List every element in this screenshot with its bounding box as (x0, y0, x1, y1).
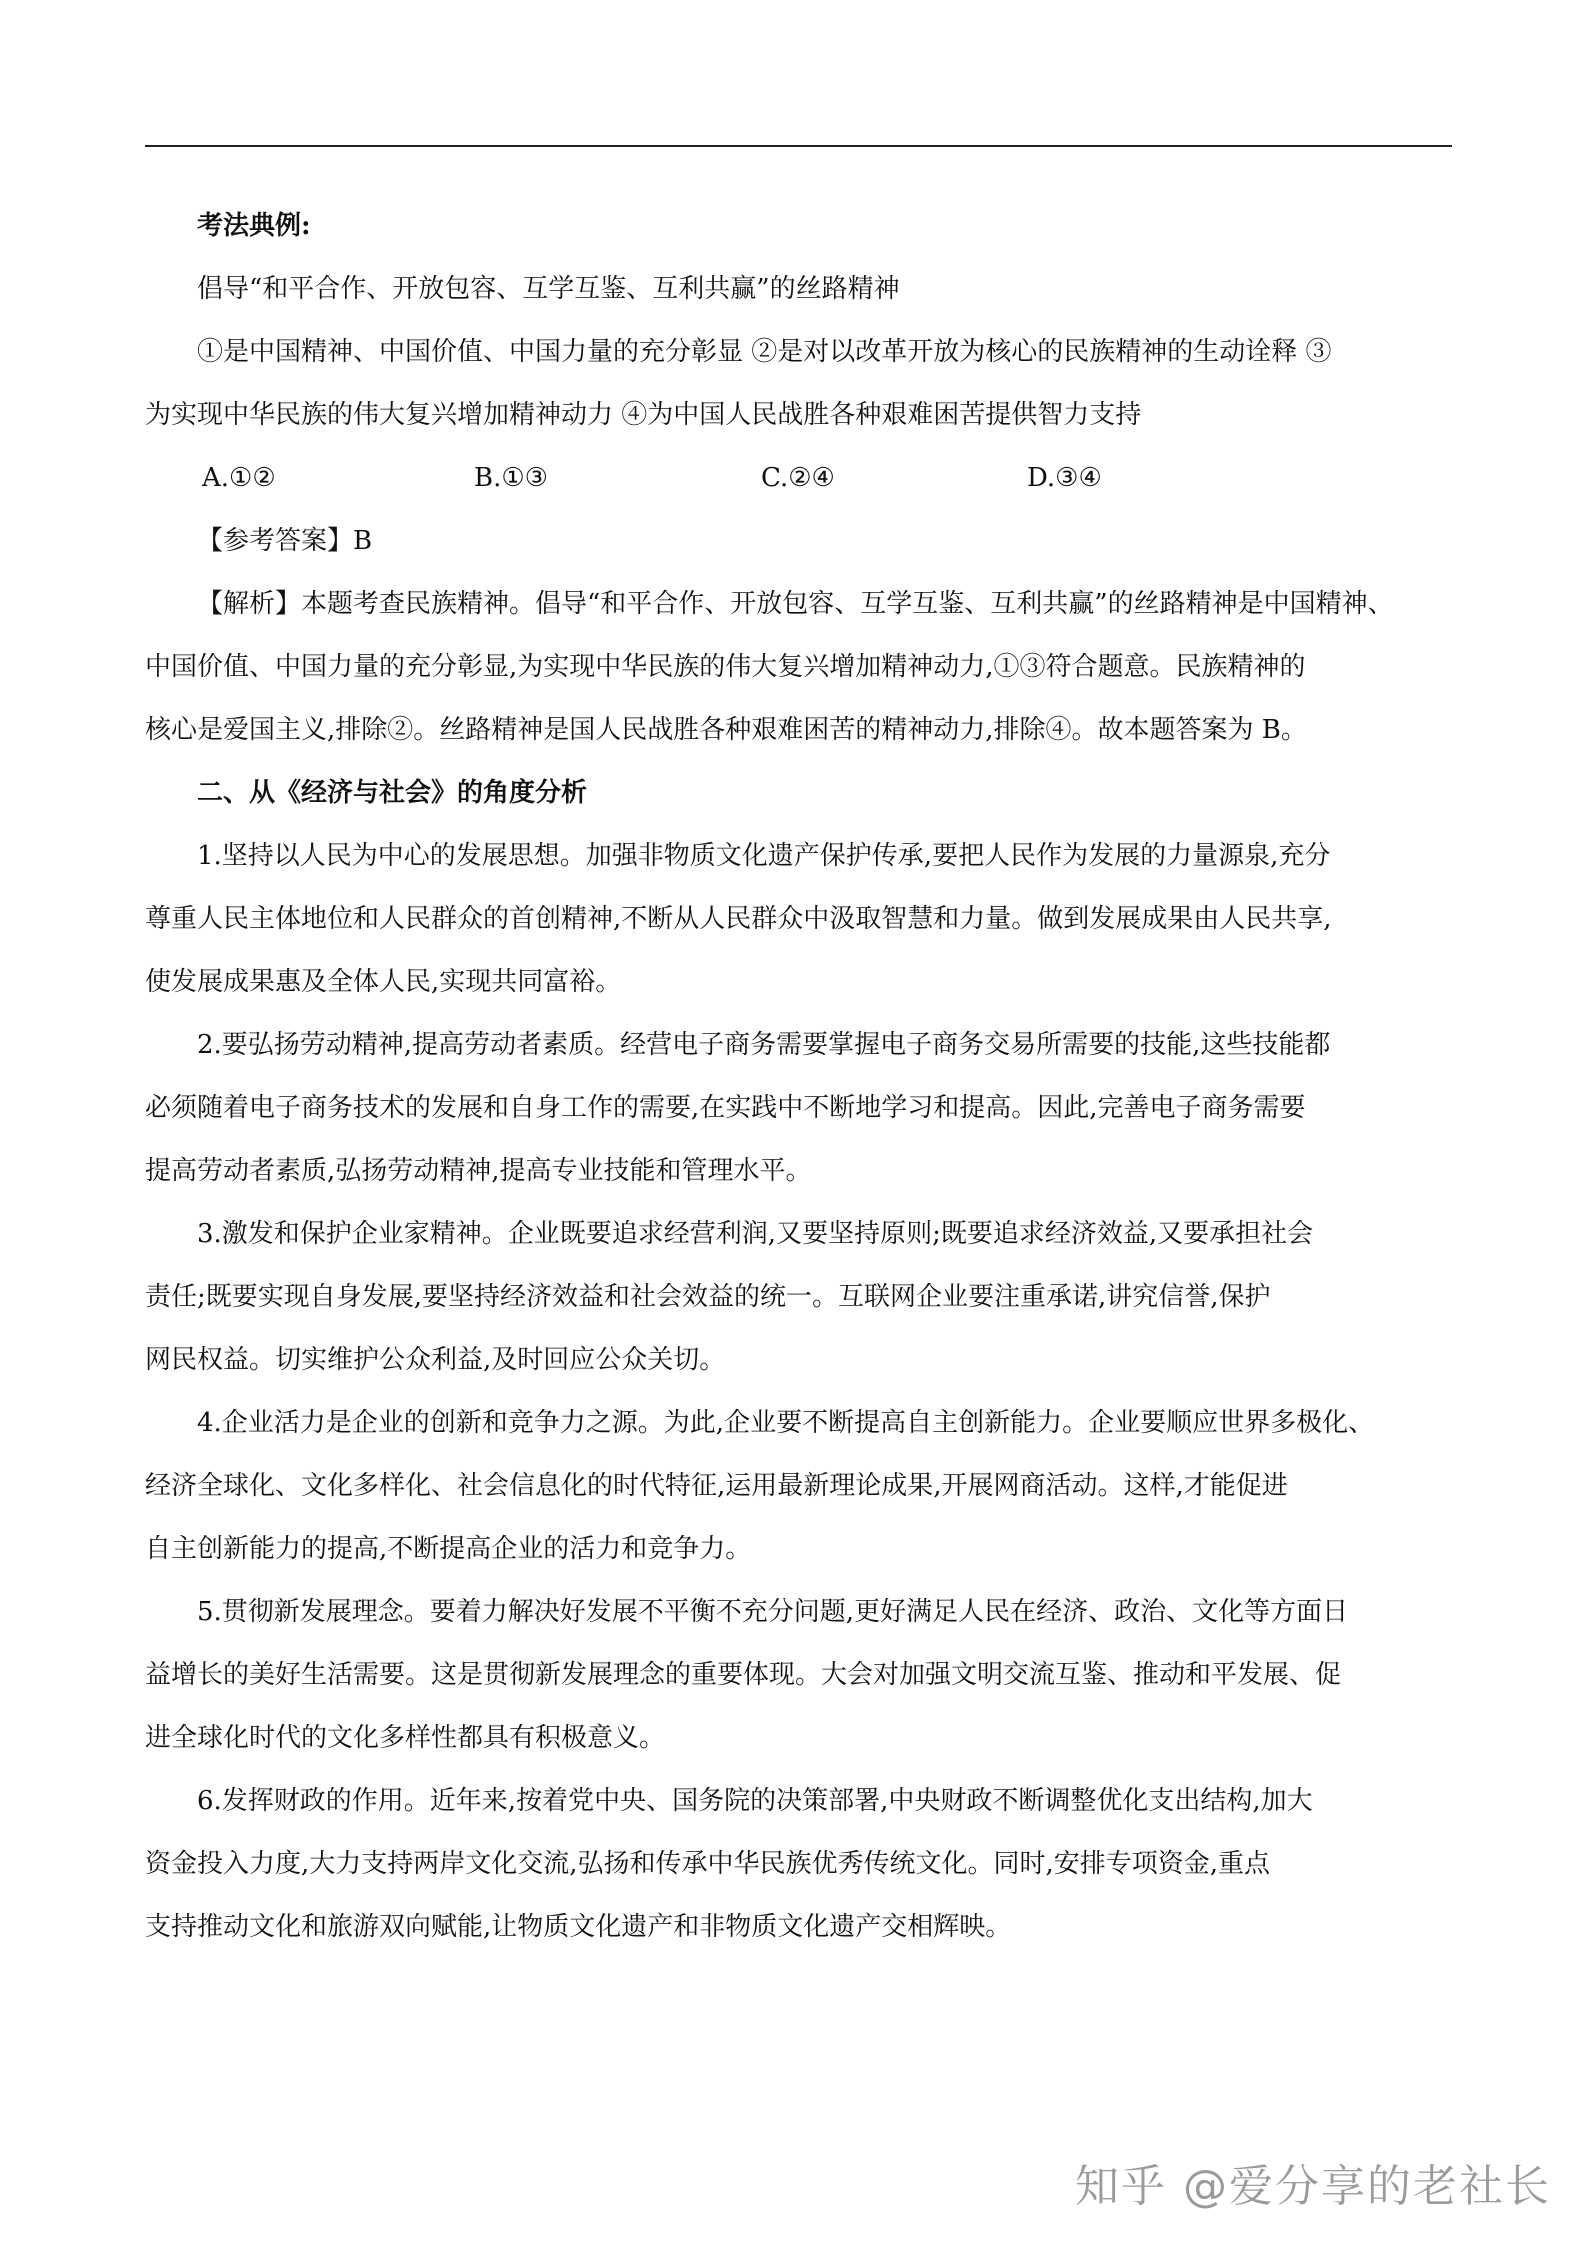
point-line: 进全球化时代的文化多样性都具有积极意义。 (145, 1723, 666, 1753)
point-line: 提高劳动者素质,弘扬劳动精神,提高专业技能和管理水平。 (145, 1156, 812, 1186)
point-paragraph (145, 1392, 1452, 1581)
point-paragraph (145, 1770, 1452, 1959)
point-line: 5.贯彻新发展理念。要着力解决好发展不平衡不充分问题,更好满足人民在经济、政治、文化等方面日 (197, 1597, 1349, 1627)
point-line: 6.发挥财政的作用。近年来,按着党中央、国务院的决策部署,中央财政不断调整优化支出结构,加大 (197, 1786, 1313, 1816)
point-line: 责任;既要实现自身发展,要坚持经济效益和社会效益的统一。互联网企业要注重承诺,讲究信誉,保护 (145, 1282, 1271, 1312)
answer-options (145, 447, 1452, 510)
point-paragraph (145, 1014, 1452, 1203)
point-line: 网民权益。切实维护公众利益,及时回应公众关切。 (145, 1345, 726, 1375)
option-d: D.③④ (1027, 463, 1102, 493)
point-paragraph (145, 825, 1452, 1014)
point-line: 3.激发和保护企业家精神。企业既要追求经营利润,又要坚持原则;既要追求经济效益,又要承担社会 (197, 1219, 1314, 1249)
point-line: 资金投入力度,大力支持两岸文化交流,弘扬和传承中华民族优秀传统文化。同时,安排专项资金,重点 (145, 1849, 1271, 1879)
example-heading: 考法典例: (197, 211, 311, 241)
analysis-line: 中国价值、中国力量的充分彰显,为实现中华民族的伟大复兴增加精神动力,①③符合题意。民族精神的 (145, 652, 1306, 682)
question-stem: 倡导“和平合作、开放包容、互学互鉴、互利共赢”的丝路精神 (197, 274, 900, 304)
point-line: 支持推动文化和旅游双向赋能,让物质文化遗产和非物质文化遗产交相辉映。 (145, 1912, 1012, 1942)
answer-analysis (145, 573, 1452, 762)
point-line: 1.坚持以人民为中心的发展思想。加强非物质文化遗产保护传承,要把人民作为发展的力量源泉,充分 (197, 841, 1331, 871)
option-c: C.②④ (761, 463, 835, 493)
analysis-line: 核心是爱国主义,排除②。丝路精神是国人民战胜各种艰难困苦的精神动力,排除④。故本题答案为 B。 (145, 715, 1307, 745)
analysis-line: 【解析】本题考查民族精神。倡导“和平合作、开放包容、互学互鉴、互利共赢”的丝路精神是中国精神、 (197, 589, 1394, 619)
point-line: 4.企业活力是企业的创新和竞争力之源。为此,企业要不断提高自主创新能力。企业要顺应世界多极化、 (197, 1408, 1375, 1438)
point-line: 使发展成果惠及全体人民,实现共同富裕。 (145, 967, 622, 997)
point-paragraph (145, 1581, 1452, 1770)
statements-line: 为实现中华民族的伟大复兴增加精神动力 ④为中国人民战胜各种艰难困苦提供智力支持 (145, 400, 1142, 430)
header-rule (145, 145, 1452, 147)
option-a: A.①② (202, 463, 276, 493)
section-title: 二、从《经济与社会》的角度分析 (197, 778, 588, 808)
statements-line: ①是中国精神、中国价值、中国力量的充分彰显 ②是对以改革开放为核心的民族精神的生动诠释 ③ (197, 337, 1332, 367)
question-statements (145, 321, 1452, 447)
zhihu-watermark: 知乎 @爱分享的老社长 (1075, 2161, 1551, 2212)
option-b: B.①③ (474, 463, 548, 493)
reference-answer: 【参考答案】B (197, 526, 373, 556)
document-body (145, 195, 1452, 1959)
point-line: 尊重人民主体地位和人民群众的首创精神,不断从人民群众中汲取智慧和力量。做到发展成果由人民共享, (145, 904, 1332, 934)
point-paragraph (145, 1203, 1452, 1392)
point-line: 益增长的美好生活需要。这是贯彻新发展理念的重要体现。大会对加强文明交流互鉴、推动和平发展、促 (145, 1660, 1342, 1690)
point-line: 自主创新能力的提高,不断提高企业的活力和竞争力。 (145, 1534, 752, 1564)
point-line: 经济全球化、文化多样化、社会信息化的时代特征,运用最新理论成果,开展网商活动。这样,才能促进 (145, 1471, 1288, 1501)
point-line: 2.要弘扬劳动精神,提高劳动者素质。经营电子商务需要掌握电子商务交易所需要的技能,这些技能都 (197, 1030, 1331, 1060)
point-line: 必须随着电子商务技术的发展和自身工作的需要,在实践中不断地学习和提高。因此,完善电子商务需要 (145, 1093, 1306, 1123)
